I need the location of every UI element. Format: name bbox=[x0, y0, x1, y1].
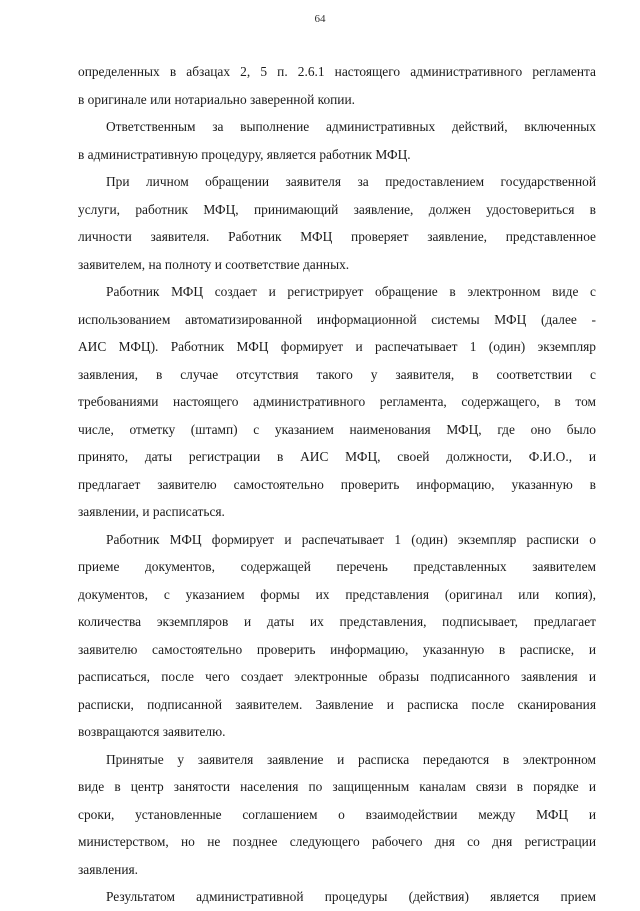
paragraph bbox=[78, 168, 596, 278]
paragraph bbox=[78, 746, 596, 884]
text-line: заявителю самостоятельно проверить информацию, указанную в расписке, и bbox=[78, 641, 596, 657]
text-line: виде в центр занятости населения по защищенным каналам связи в порядке и bbox=[78, 779, 596, 794]
text-line: принято, даты регистрации в АИС МФЦ, своей должности, Ф.И.О., и bbox=[78, 449, 596, 464]
text-line: в административную процедуру, является работник МФЦ. bbox=[78, 146, 411, 162]
document-body bbox=[78, 58, 596, 911]
text-line: заявлении, и расписаться. bbox=[78, 504, 225, 519]
page-number: 64 bbox=[314, 13, 326, 25]
text-line: Ответственным за выполнение административных действий, включенных bbox=[106, 119, 596, 134]
text-line: возвращаются заявителю. bbox=[78, 724, 226, 739]
text-line: Результатом административной процедуры (действия) является прием bbox=[106, 889, 596, 904]
text-line: Работник МФЦ создает и регистрирует обращение в электронном виде с bbox=[106, 284, 596, 299]
text-line: документов, с указанием формы их представления (оригинал или копия), bbox=[78, 586, 596, 602]
text-line: Принятые у заявителя заявление и расписка передаются в электронном bbox=[106, 751, 596, 767]
text-line: Работник МФЦ формирует и распечатывает 1 (один) экземпляр расписки о bbox=[106, 531, 596, 547]
text-line: заявителем, на полноту и соответствие данных. bbox=[78, 256, 350, 272]
paragraph bbox=[78, 113, 596, 168]
text-line: определенных в абзацах 2, 5 п. 2.6.1 настоящего административного регламента bbox=[78, 64, 596, 79]
text-line: расписаться, после чего создает электронные образы подписанного заявления и bbox=[78, 669, 596, 684]
paragraph bbox=[78, 883, 596, 911]
text-line: числе, отметку (штамп) с указанием наименования МФЦ, где оно было bbox=[78, 421, 596, 437]
text-line: в оригинале или нотариально заверенной копии. bbox=[78, 91, 355, 107]
text-line: расписки, подписанной заявителем. Заявление и расписка после сканирования bbox=[78, 696, 596, 712]
text-line: сроки, установленные соглашением о взаимодействии между МФЦ и bbox=[78, 806, 596, 822]
paragraph bbox=[78, 526, 596, 746]
paragraph bbox=[78, 278, 596, 526]
text-line: министерством, но не позднее следующего рабочего дня со дня регистрации bbox=[78, 834, 596, 849]
text-line: приеме документов, содержащей перечень представленных заявителем bbox=[78, 559, 596, 574]
text-line: требованиями настоящего административного регламента, содержащего, в том bbox=[78, 394, 596, 409]
text-line: заявления, в случае отсутствия такого у заявителя, в соответствии с bbox=[78, 366, 596, 382]
text-line: количества экземпляров и даты их представления, подписывает, предлагает bbox=[78, 614, 596, 629]
text-line: АИС МФЦ). Работник МФЦ формирует и распечатывает 1 (один) экземпляр bbox=[78, 339, 596, 354]
paragraph bbox=[78, 58, 596, 113]
text-line: предлагает заявителю самостоятельно проверить информацию, указанную в bbox=[78, 476, 596, 492]
text-line: заявления. bbox=[78, 861, 139, 877]
text-line: личности заявителя. Работник МФЦ проверяет заявление, представленное bbox=[78, 229, 596, 244]
text-line: При личном обращении заявителя за предоставлением государственной bbox=[106, 174, 596, 189]
text-line: использованием автоматизированной информационной системы МФЦ (далее - bbox=[78, 311, 596, 327]
text-line: услуги, работник МФЦ, принимающий заявление, должен удостовериться в bbox=[78, 201, 596, 217]
